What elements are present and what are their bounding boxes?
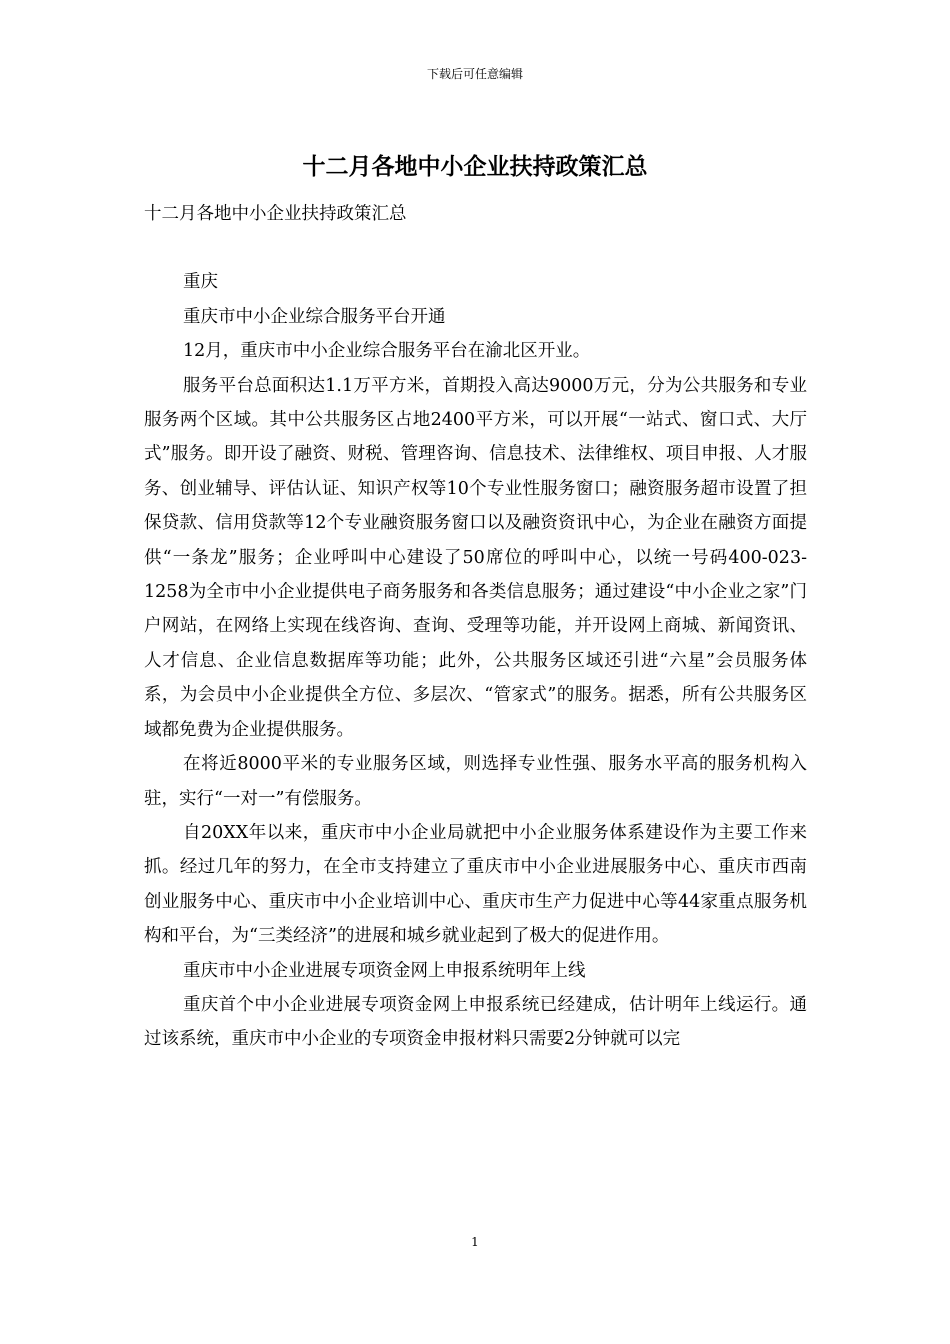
news-heading: 重庆市中小企业综合服务平台开通 xyxy=(183,306,446,327)
news-heading: 重庆市中小企业进展专项资金网上申报系统明年上线 xyxy=(183,960,586,981)
body-paragraph: 在将近8000平米的专业服务区域，则选择专业性强、服务水平高的服务机构入驻，实行“一对一”有偿服务。 xyxy=(144,754,807,809)
subtitle-paragraph: 十二月各地中小企业扶持政策汇总 xyxy=(144,204,407,224)
body-paragraph: 服务平台总面积达1.1万平方米，首期投入高达9000万元，分为公共服务和专业服务两个区域。其中公共服务区占地2400平方米，可以开展“一站式、窗口式、大厅式”服务。即开设了融资、财税、管理咨询、信息技术、法律维权、项目申报、人才服务、创业辅导、评估认证、知识产权等10个专业性服务窗口；融资服务超市设置了担保贷款、信用贷款等12个专业融资服务窗口以及融资资讯中心，为企业在融资方面提供“一条龙”服务；企业呼叫中心建设了50席位的呼叫中心，以统一号码400-023-1258为全市中小企业提供电子商务服务和各类信息服务；通过建设“中小企业之家”门户网站，在网络上实现在线咨询、查询、受理等功能，并开设网上商城、新闻资讯、人才信息、企业信息数据库等功能；此外，公共服务区域还引进“六星”会员服务体系，为会员中小企业提供全方位、多层次、“管家式”的服务。据悉，所有公共服务区域都免费为企业提供服务。 xyxy=(144,375,807,740)
section-heading-chongqing: 重庆 xyxy=(183,272,218,293)
page-number: 1 xyxy=(471,1235,479,1249)
document-body xyxy=(144,197,807,1057)
body-paragraph: 自20XX年以来，重庆市中小企业局就把中小企业服务体系建设作为主要工作来抓。经过几年的努力，在全市支持建立了重庆市中小企业进展服务中心、重庆市西南创业服务中心、重庆市中小企业培训中心、重庆市生产力促进中心等44家重点服务机构和平台，为“三类经济”的进展和城乡就业起到了极大的促进作用。 xyxy=(144,822,807,947)
body-paragraph: 12月，重庆市中小企业综合服务平台在渝北区开业。 xyxy=(183,341,591,362)
body-paragraph: 重庆首个中小企业进展专项资金网上申报系统已经建成，估计明年上线运行。通过该系统，重庆市中小企业的专项资金申报材料只需要2分钟就可以完 xyxy=(144,994,807,1050)
document-title: 十二月各地中小企业扶持政策汇总 xyxy=(302,153,648,180)
header-note: 下载后可任意编辑 xyxy=(426,67,523,81)
paragraph-gap xyxy=(144,231,807,265)
